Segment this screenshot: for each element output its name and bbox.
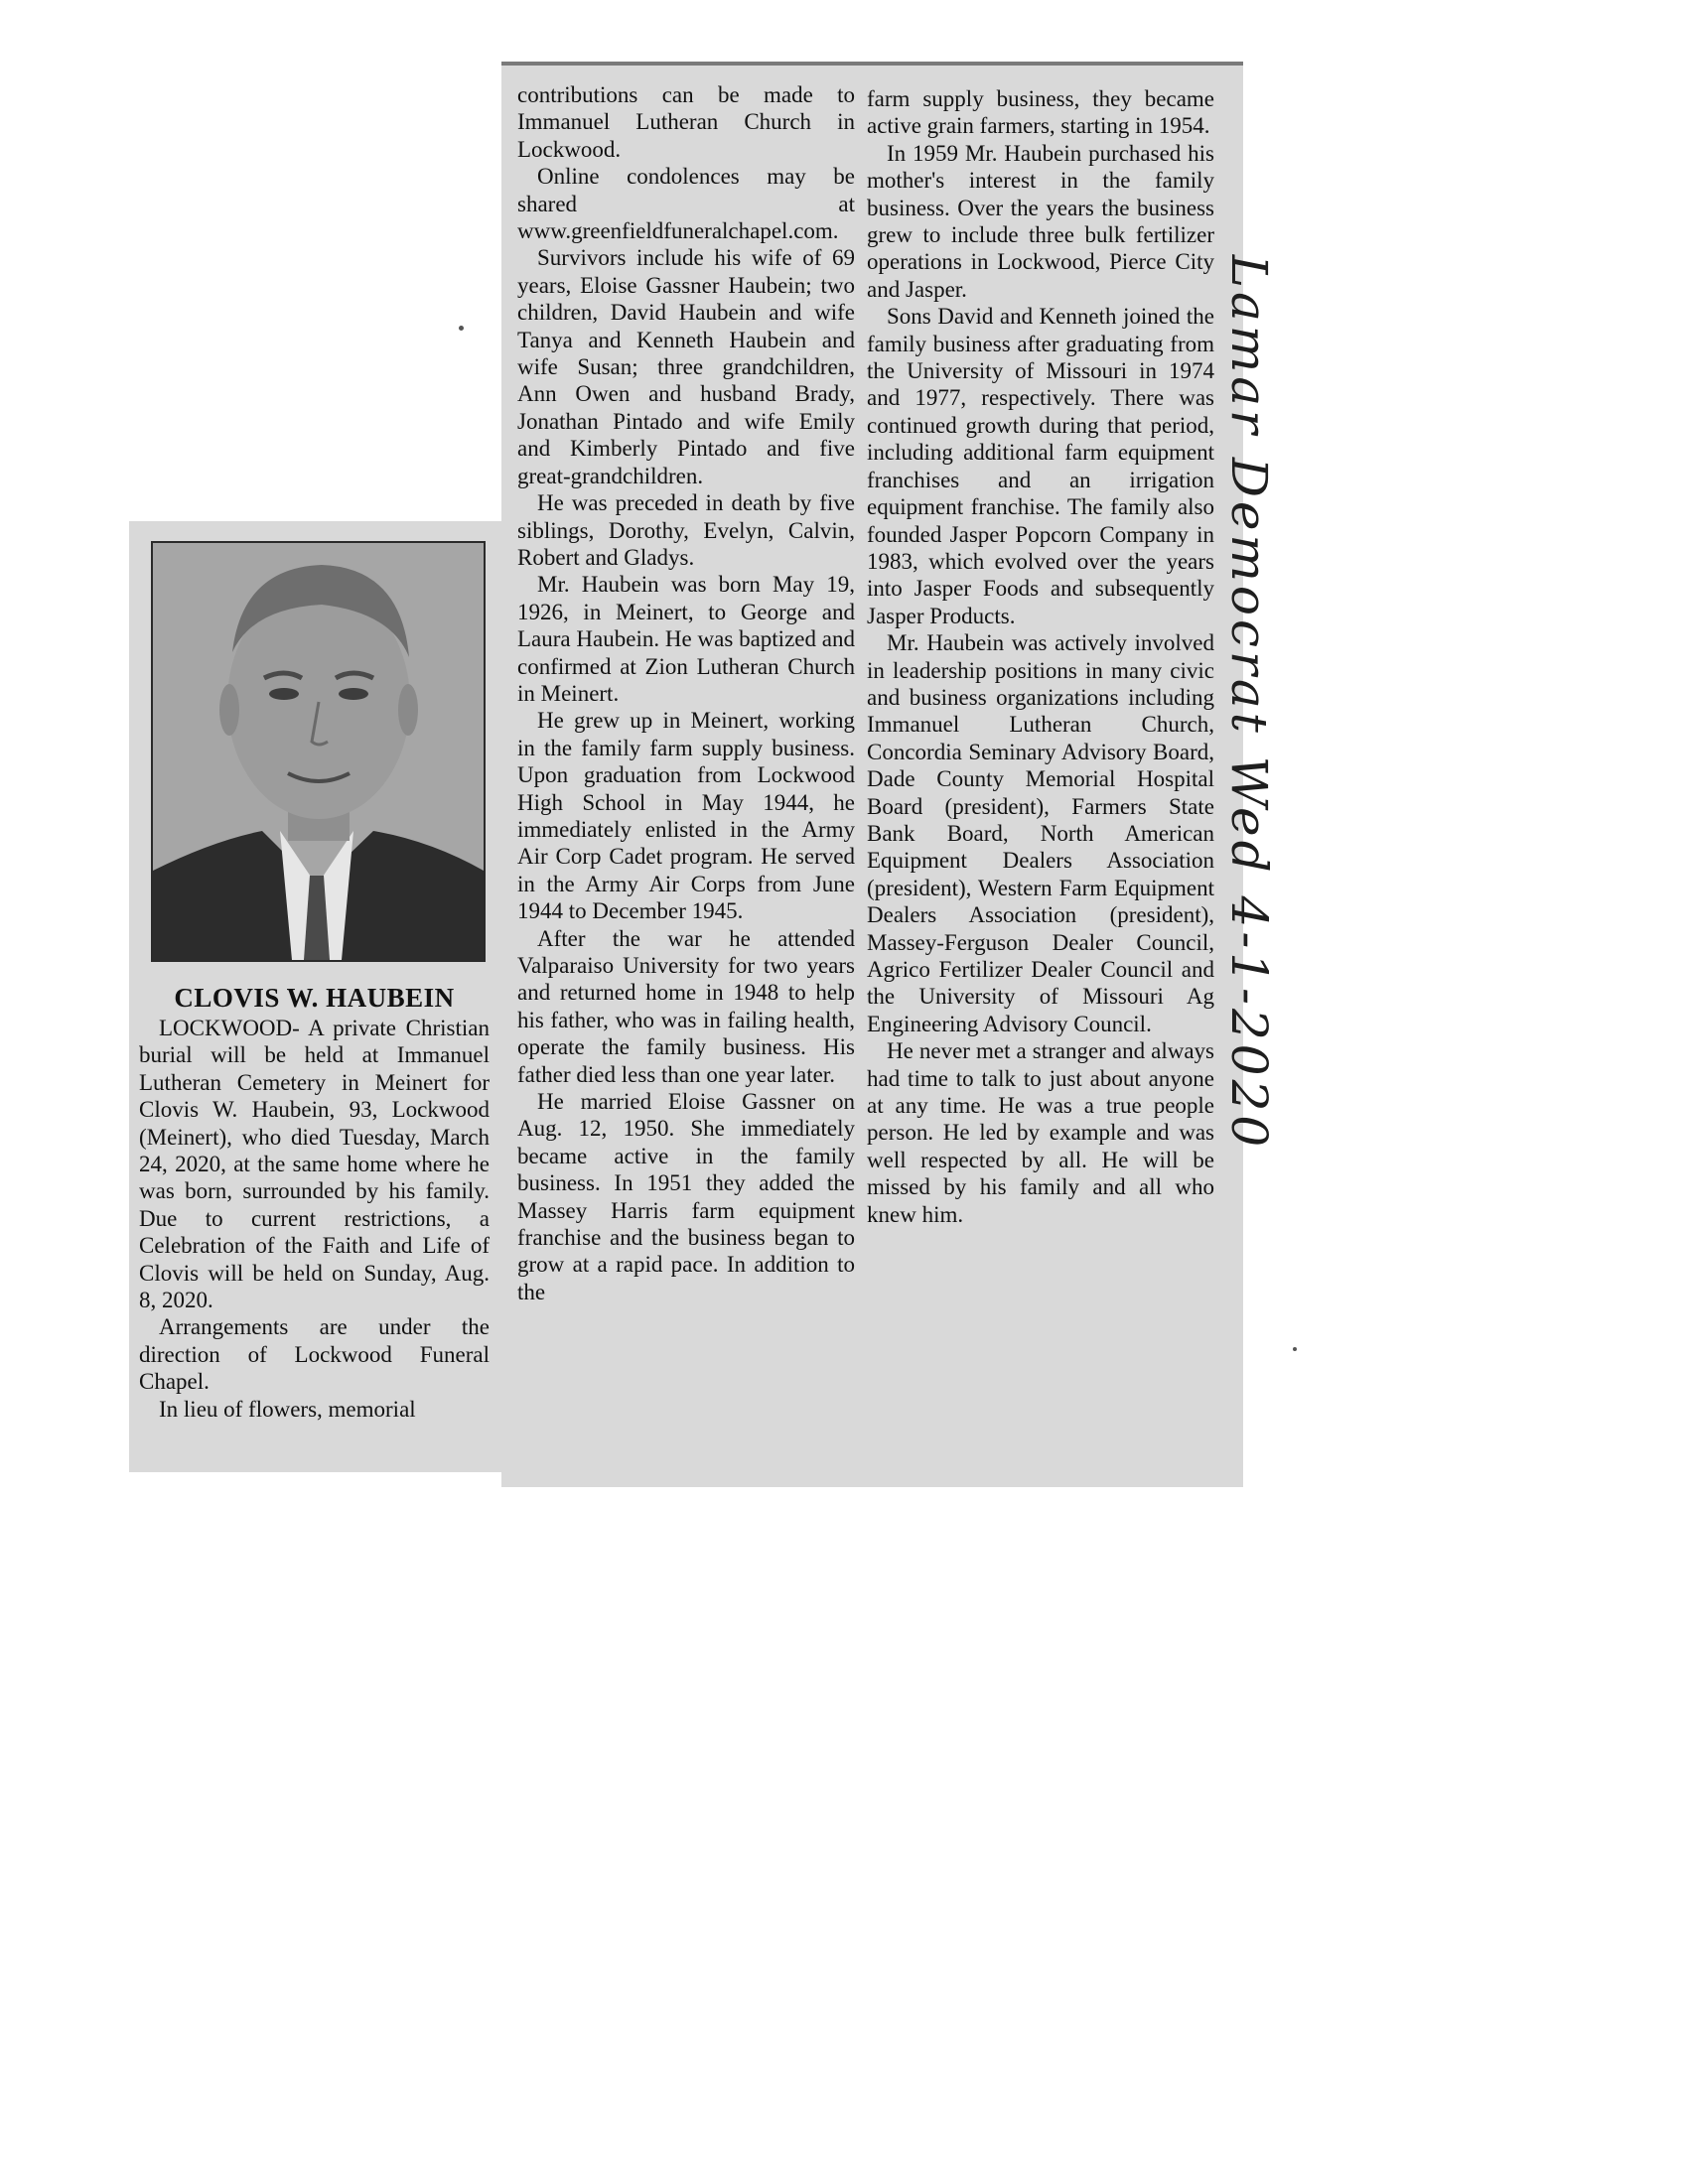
obituary-paragraph: Arrangements are under the direction of Lockwood Funeral Chapel. [139, 1314, 490, 1395]
obituary-column-right [867, 85, 1214, 1228]
obituary-paragraph: He married Eloise Gassner on Aug. 12, 1950. She immediately became active in the family business. In 1951 they added the Massey Harris farm equipment franchise and the business began to grow at a rapid pace. In addition to the [517, 1089, 855, 1304]
portrait-photo [151, 541, 486, 962]
scan-speck [1293, 1347, 1297, 1351]
obituary-clipping-left [129, 521, 501, 1472]
obituary-paragraph: He grew up in Meinert, working in the family farm supply business. Upon graduation from Lockwood High School in May 1944, he immediately enlisted in the Army Air Corp Cadet program. He served in the Army Air Corps from June 1944 to December 1945. [517, 708, 855, 924]
obituary-paragraph: contributions can be made to Immanuel Lutheran Church in Lockwood. [517, 82, 855, 162]
obituary-paragraph: He was preceded in death by five siblings, Dorothy, Evelyn, Calvin, Robert and Gladys. [517, 490, 855, 570]
portrait-illustration [153, 543, 484, 960]
scan-speck [459, 326, 464, 331]
obituary-paragraph: Sons David and Kenneth joined the family business after graduating from the University of Missouri in 1974 and 1977, respectively. There was continued growth during that period, including additional farm equipment franchises and an irrigation equipment franchise. The family also founded Jasper Popcorn Company in 1983, which evolved over the years into Jasper Foods and subsequently Jasper Products. [867, 304, 1214, 628]
obituary-paragraph: He never met a stranger and always had time to talk to just about anyone at any time. He was a true people person. He led by example and was well respected by all. He will be missed by his family and all who knew him. [867, 1038, 1214, 1227]
obituary-paragraph: After the war he attended Valparaiso University for two years and returned home in 1948 to help his father, who was in failing health, operate the family business. His father died less than one year later. [517, 925, 855, 1087]
obituary-paragraph: farm supply business, they became active grain farmers, starting in 1954. [867, 86, 1214, 139]
obituary-paragraph: Mr. Haubein was actively involved in leadership positions in many civic and business organizations including Immanuel Lutheran Church, Concordia Seminary Advisory Board, Dade County Memorial Hospital Board (president), Farmers State Bank Board, North American Equipment Dealers Association (president), Western Farm Equipment Dealers Association (president), Massey-Ferguson Dealer Council, Agrico Fertilizer Dealer Council and the University of Missouri Ag Engineering Advisory Council. [867, 630, 1214, 1036]
obituary-column-left [139, 983, 490, 1423]
handwritten-annotation [1213, 254, 1285, 1152]
obituary-paragraph: Survivors include his wife of 69 years, Eloise Gassner Haubein; two children, David Haubein and wife Tanya and Kenneth Haubein and wife Susan; three grandchildren, Ann Owen and husband Brady, Jonathan Pintado and wife Emily and Kimberly Pintado and five great-grandchildren. [517, 245, 855, 488]
obituary-paragraph: LOCKWOOD- A private Christian burial will be held at Immanuel Lutheran Cemetery in Meinert for Clovis W. Haubein, 93, Lockwood (Meinert), who died Tuesday, March 24, 2020, at the same home where he was born, surrounded by his family. Due to current restrictions, a Celebration of the Faith and Life of Clovis will be held on Sunday, Aug. 8, 2020. [139, 1016, 490, 1313]
obituary-paragraph: Online condolences may be shared at www.greenfieldfuneralchapel.com. [517, 164, 855, 244]
obituary-paragraph: Mr. Haubein was born May 19, 1926, in Meinert, to George and Laura Haubein. He was baptized and confirmed at Zion Lutheran Church in Meinert. [517, 572, 855, 706]
obituary-paragraph: In lieu of flowers, memorial [159, 1396, 416, 1422]
obituary-column-middle [517, 81, 855, 1305]
obituary-clipping-right [501, 62, 1243, 1487]
handwritten-date-note: Lamar Democrat Wed 4-1-2020 [1220, 254, 1278, 1152]
obituary-name-heading: CLOVIS W. HAUBEIN [174, 983, 455, 1013]
obituary-paragraph: In 1959 Mr. Haubein purchased his mother's interest in the family business. Over the years the business grew to include three bulk fertilizer operations in Lockwood, Pierce City and Jasper. [867, 140, 1214, 302]
